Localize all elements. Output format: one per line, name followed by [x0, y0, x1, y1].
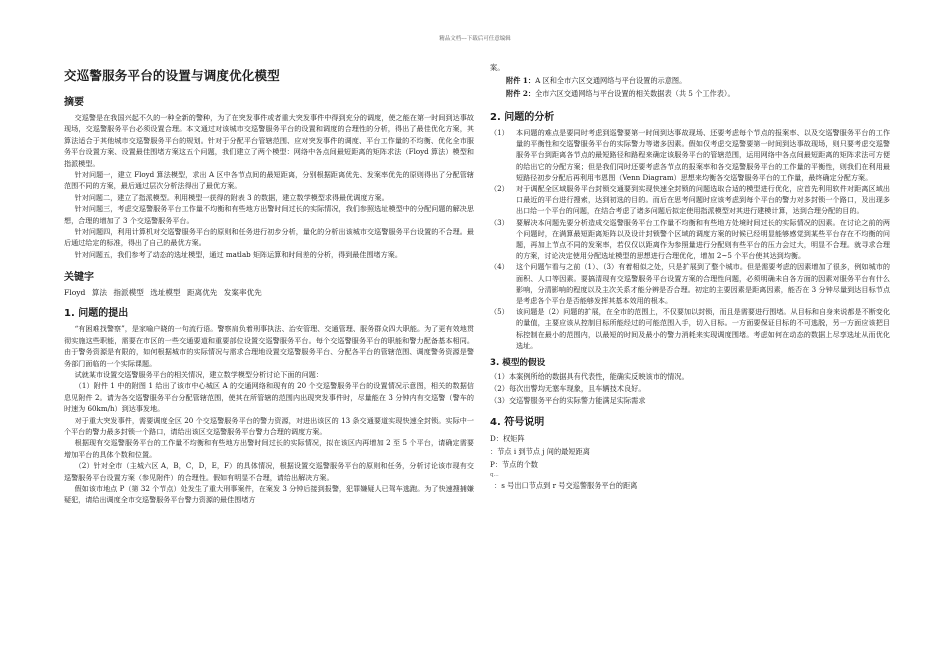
analysis-item: [490, 183, 890, 217]
keywords-heading: 关键字: [64, 272, 94, 284]
section1-paragraph: “有困难找警察”，是家喻户晓的一句流行语。警察肩负着刑事执法、治安管理、交通管理、服务群众四大职能。为了更有效地贯彻实施这些职能，需要在市区的一些交通要道和重要部位设置交巡警服务平台。每个交巡警服务平台的职能和警力配备基本相同。由于警务资源是有限的，如何根据城市的实际情况与需求合理地设置交巡警服务平台、分配各平台的管辖范围、调度警务资源是警务部门面临的一个实际课题。: [64, 324, 474, 368]
section2-heading: 2. 问题的分析: [490, 112, 555, 123]
continuation-text: 案。: [490, 63, 505, 72]
section4-heading: 4. 符号说明: [490, 417, 545, 429]
item-text: 该问题是（2）问题的扩展，在全市的范围上，不仅要加以封锁，而且是需要进行围堵。从目标和自身来说都是不断变化的量值，主要应该从控制目标所能经过的可能范围入手，切入目标。一方面要保证目标的不可逃脱，另一方面应该把目标控制在最小的范围内，以最短的时间及最小的警力消耗来实现调度围堵。考虑如何在动态的数据上尽享选址从而优化选址。: [516, 307, 890, 350]
item-number: （5）: [490, 307, 509, 317]
section1-paragraph: 试就某市设置交巡警服务平台的相关情况，建立数学模型分析讨论下面的问题：: [74, 369, 323, 379]
attachment-text: A 区和全市六区交通网络与平台设置的示意图。: [535, 76, 687, 85]
abstract-paragraph: 针对问题三，考虑交巡警服务平台工作量不均衡和有些地方出警时间过长的实际情况，我们参照选址模型中的分配问题的解决思想，合理的增加了 3 个交巡警服务平台。: [64, 204, 474, 225]
item-number: （3）: [490, 217, 509, 227]
section1-paragraph: 根据现有交巡警服务平台的工作量不均衡和有些地方出警时间过长的实际情况，拟在该区内再增加 2 至 5 个平台，请确定需要增加平台的具体个数和位置。: [64, 438, 474, 459]
assumption-item: （1）本案例所给的数据具有代表性，能确实反映该市的情况。: [490, 372, 689, 382]
assumption-item: （3）交巡警服务平台的实际警力能满足实际需求: [490, 396, 646, 406]
section1-paragraph: （1）附件 1 中的附图 1 给出了该市中心城区 A 的交通网络和现有的 20 个交巡警服务平台的设置情况示意图，相关的数据信息见附件 2。请为各交巡警服务平台分配管辖范围，使其在所管辖的范围内出现突发事件时，尽量能在 3 分钟内有交巡警（警车的时速为 60km/h）到达事发地。: [64, 381, 474, 414]
attachment-text: 全市六区交通网络与平台设置的相关数据表（共 5 个工作表）。: [535, 89, 735, 98]
keywords-text: Floyd 算法 指派模型 选址模型 距离优先 发案率优先: [64, 288, 262, 298]
page-header: 精品文档---下载后可任意编辑: [439, 36, 511, 42]
item-number: （1）: [490, 128, 509, 137]
section1-paragraph: 假如该市地点 P（第 32 个节点）处发生了重大刑事案件，在案发 3 分钟后接到报警，犯罪嫌疑人已驾车逃跑。为了快速搜捕嫌疑犯，请给出调度全市交巡警服务平台警力资源的最佳围堵方: [64, 483, 474, 505]
abstract-paragraph: 交巡警是在我国兴起不久的一种全新的警种，为了在突发事件或者重大突发事件中得到充分的调度，使之能在第一时间到达事故现场，交巡警服务平台必须设置合理。本文通过对该城市交巡警服务平台的设置和调度的合理性的分析，得出了最佳优化方案，其算法适合于其他城市交巡警服务平台的规划。针对于分配平台管辖范围、应对突发事件的调度、平台工作量的不均衡、优化全市服务平台设置方案、设置最佳围堵方案这五个问题，我们建立了两个模型：网络中各点间最短距离的矩阵求法（Floyd 算法）模型和指派模型。: [64, 113, 474, 168]
section3-heading: 3. 模型的假设: [490, 358, 546, 369]
item-text: 对于调配全区域服务平台封锁交通要到实现快速全封锁的问题选取合适的模型进行优化，应首先利用软件对距离区域出口最近的平台进行搜索，达到初选的目的。而后在思考问题时应该考虑到每个平台的警力对多封锁一个路口，及出现多出口给一个平台的问题，在结合考虑了诸多问题后拟定使用指派模型对其进行建模计算，达到合理分配的目的。: [516, 184, 890, 216]
analysis-item: [490, 127, 890, 183]
section1-heading: 1. 问题的提出: [64, 308, 129, 320]
item-text: 这个问题乍看与之前（1）、（3）有着相似之处，只是扩展到了整个城市。但是需要考虑的因素增加了很多，例如城市的面积、人口等因素。要搞清现有交巡警服务平台设置方案的合理性问题，必须明确未自各方面的因素对服务平台有什么影响，分清影响的程度以及主次关系才能分辨是否合理。初定的主要因素是距离因素，能否在 3 分钟尽量到达目标节点是考虑各个平台是否能够发挥其基本效用的根本。: [516, 262, 890, 306]
assumption-item: （2）每次出警均无塞车现象，且车辆技术良好。: [490, 384, 646, 394]
item-text: 要解决本问题先要分析造成交巡警服务平台工作量不均衡和有些地方处境时间过长的实际情况的因素。在讨论之前的两个问题时，在满算最短距离矩阵以及设计封锁警个区域的调度方案的时候已经明显能够感觉到某些平台存在不均衡的问题，再加上节点不同的发案率，若仅仅以距离作为参照量进行分配则有些平台的压力会过大，明显不合理。就寻求合理的方案，讨论决定使用分配选址模型的思想进行合理优化，增加 2~5 个平台使其达到均衡。: [516, 217, 890, 261]
abstract-paragraph: 针对问题四，利用计算机对交巡警服务平台的原则和任务进行初步分析，量化的分析出该城市交巡警服务平台设置的不合理。最后通过给定的标准，得出了自己的最优方案。: [64, 227, 474, 248]
paper-title: 交巡警服务平台的设置与调度优化模型: [64, 68, 280, 83]
attachment-label: 附件 2：: [506, 89, 536, 98]
analysis-item: [490, 217, 890, 262]
attachment-label: 附件 1：: [506, 76, 536, 85]
section1-paragraph: 对于重大突发事件，需要调度全区 20 个交巡警服务平台的警力资源，对进出该区的 13 条交通要道实现快速全封锁。实际中一个平台的警力最多封锁一个路口，请给出该区交巡警服务平台警力合理的调度方案。: [64, 415, 474, 436]
item-text: 本问题的难点是要同时考虑到巡警要第一时间到达事故现场、还要考虑每个节点的报案率、以及交巡警服务平台的工作量的平衡性和交巡警服务平台的实际警力等诸多因素。假如仅考虑交巡警要第一时间到达事故现场，则只要考虑交巡警服务平台到距离各节点的最短路径和路程来确定该服务平台的管辖范围，运用网络中各点间最短距离的矩阵求法可方便的给出它的分配方案；但是我们同时还要考虑各节点的报案率和各交巡警服务平台的工作量的平衡性，则我们在利用最短路径初步分配后再利用韦恩图（Venn Diagram）思想来均衡各交巡警服务平台的工作量，最终确定分配方案。: [516, 128, 890, 182]
abstract-heading: 摘要: [64, 97, 84, 108]
item-number: （4）: [490, 262, 509, 272]
abstract-paragraph: 针对问题二，建立了指派模型。利用模型一获得的附表 3 的数据，建立数学模型求得最优调度方案。: [74, 192, 389, 202]
attachment-2: [490, 87, 890, 100]
symbol-item: ：节点 i 到节点 j 间的最短距离: [490, 447, 590, 457]
left-column: [64, 62, 474, 506]
analysis-item: [490, 261, 890, 306]
attachment-1: [490, 74, 890, 87]
section1-paragraph: （2）针对全市（主城六区 A，B，C，D，E，F）的具体情况，根据设置交巡警服务平台的原则和任务，分析讨论该市现有交巡警服务平台设置方案（参见附件）的合理性。假如有明显不合理，请给出解决方案。: [64, 461, 474, 482]
symbol-item: P：节点的个数: [490, 460, 538, 470]
abstract-paragraph: 针对问题一，建立 Floyd 算法模型，求出 A 区中各节点间的最短距离，分别根据距离优先、发案率优先的原则得出了分配管辖范围不同的方案，最后通过层次分析法得出了最优方案。: [64, 170, 474, 191]
abstract-paragraph: 针对问题五，我们参考了动态的选址模型，通过 matlab 矩阵运算和时间差的分析，得到最佳围堵方案。: [74, 249, 402, 259]
analysis-item: [490, 306, 890, 351]
symbol-item: D：权矩阵: [490, 434, 525, 444]
symbol-item: ：s 号出口节点到 r 号交巡警服务平台的距离: [494, 481, 638, 491]
symbol-placeholder-mark: q...: [490, 472, 499, 479]
right-column: [490, 62, 890, 492]
item-number: （2）: [490, 184, 509, 194]
